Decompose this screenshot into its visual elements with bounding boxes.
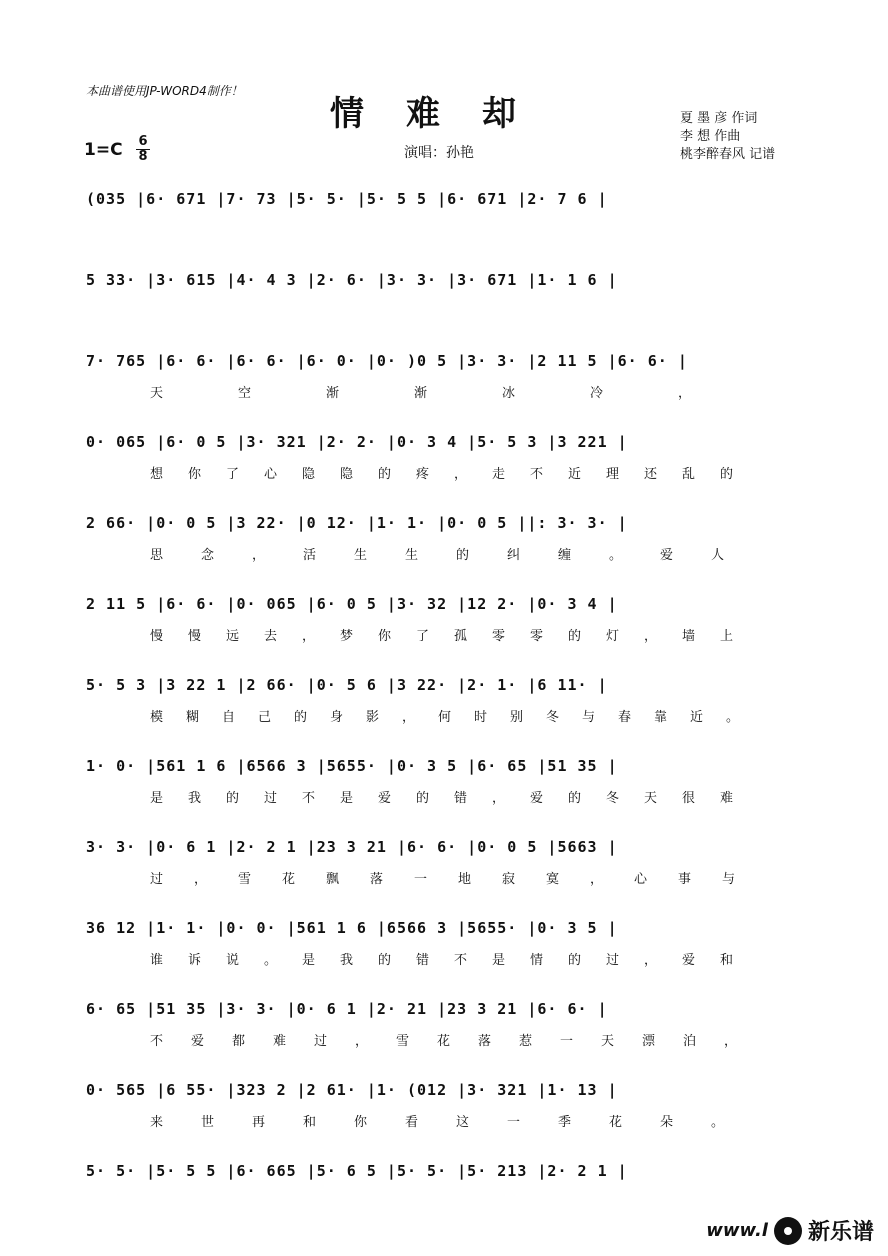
- notation-line: 2 66· |0· 0 5 |3 22· |0 12· |1· 1· |0· 0 5 ||: 3· 3· |: [86, 514, 628, 532]
- time-signature: [136, 135, 150, 164]
- lyric-line: 想你了心隐隐的疼，走不近理还乱的: [150, 467, 759, 482]
- notation-line: 7· 765 |6· 6· |6· 6· |6· 0· |0· )0 5 |3· 3· |2 11 5 |6· 6· |: [86, 352, 688, 370]
- notation-line: 5 33· |3· 615 |4· 4 3 |2· 6· |3· 3· |3· 671 |1· 1 6 |: [86, 271, 618, 289]
- meter-top: 6: [138, 134, 148, 149]
- key-signature: 1=C: [84, 140, 123, 160]
- software-note: 本曲谱使用JP-WORD4制作！: [86, 84, 243, 98]
- lyric-line: 模糊自己的身影，何时别冬与春靠近。: [150, 710, 763, 725]
- lyric-line: 慢慢远去，梦你了孤零零的灯，墙上: [150, 629, 759, 644]
- notation-line: 2 11 5 |6· 6· |0· 065 |6· 0 5 |3· 32 |12 2· |0· 3 4 |: [86, 595, 618, 613]
- site-logo: [706, 1215, 874, 1246]
- notation-line: 36 12 |1· 1· |0· 0· |561 1 6 |6566 3 |5655· |0· 3 5 |: [86, 919, 618, 937]
- singer-credit: 演唱：孙艳: [404, 145, 474, 161]
- notation-line: (035 |6· 671 |7· 73 |5· 5· |5· 5 5 |6· 671 |2· 7 6 |: [86, 190, 608, 208]
- transcriber-credit: 桃李醉春风 记谱: [680, 147, 776, 162]
- composer-credit: 李 想 作曲: [680, 129, 741, 144]
- notation-line: 0· 065 |6· 0 5 |3· 321 |2· 2· |0· 3 4 |5· 5 3 |3 221 |: [86, 433, 628, 451]
- lyric-line: 过，雪花飘落一地寂寞，心事与: [150, 872, 767, 887]
- logo-url: www.l: [706, 1220, 768, 1241]
- lyric-line: 思念，活生生的纠缠。爱人: [150, 548, 763, 563]
- notation-line: 1· 0· |561 1 6 |6566 3 |5655· |0· 3 5 |6· 65 |51 35 |: [86, 757, 618, 775]
- notation-line: 6· 65 |51 35 |3· 3· |0· 6 1 |2· 21 |23 3 21 |6· 6· |: [86, 1000, 608, 1018]
- notation-line: 5· 5 3 |3 22 1 |2 66· |0· 5 6 |3 22· |2· 1· |6 11· |: [86, 676, 608, 694]
- notation-line: 5· 5· |5· 5 5 |6· 665 |5· 6 5 |5· 5· |5· 213 |2· 2 1 |: [86, 1162, 628, 1180]
- song-title: 情难却: [330, 94, 558, 134]
- lyric-line: 谁诉说。是我的错不是情的过，爱和: [150, 953, 759, 968]
- lyric-line: 来世再和你看这一季花朵。: [150, 1115, 763, 1130]
- lyric-line: 不爱都难过，雪花落惹一天漂泊，: [150, 1034, 766, 1049]
- meter-bottom: 8: [136, 149, 150, 164]
- record-disc-icon: [774, 1217, 802, 1245]
- lyricist-credit: 夏 墨 彦 作词: [680, 111, 758, 126]
- lyric-line: 是我的过不是爱的错，爱的冬天很难: [150, 791, 759, 806]
- credits: [680, 110, 775, 164]
- notation-line: 0· 565 |6 55· |323 2 |2 61· |1· (012 |3· 321 |1· 13 |: [86, 1081, 618, 1099]
- logo-name: 新乐谱: [807, 1220, 874, 1245]
- lyric-line: 天空渐渐冰冷，: [150, 386, 767, 401]
- notation-line: 3· 3· |0· 6 1 |2· 2 1 |23 3 21 |6· 6· |0· 0 5 |5663 |: [86, 838, 618, 856]
